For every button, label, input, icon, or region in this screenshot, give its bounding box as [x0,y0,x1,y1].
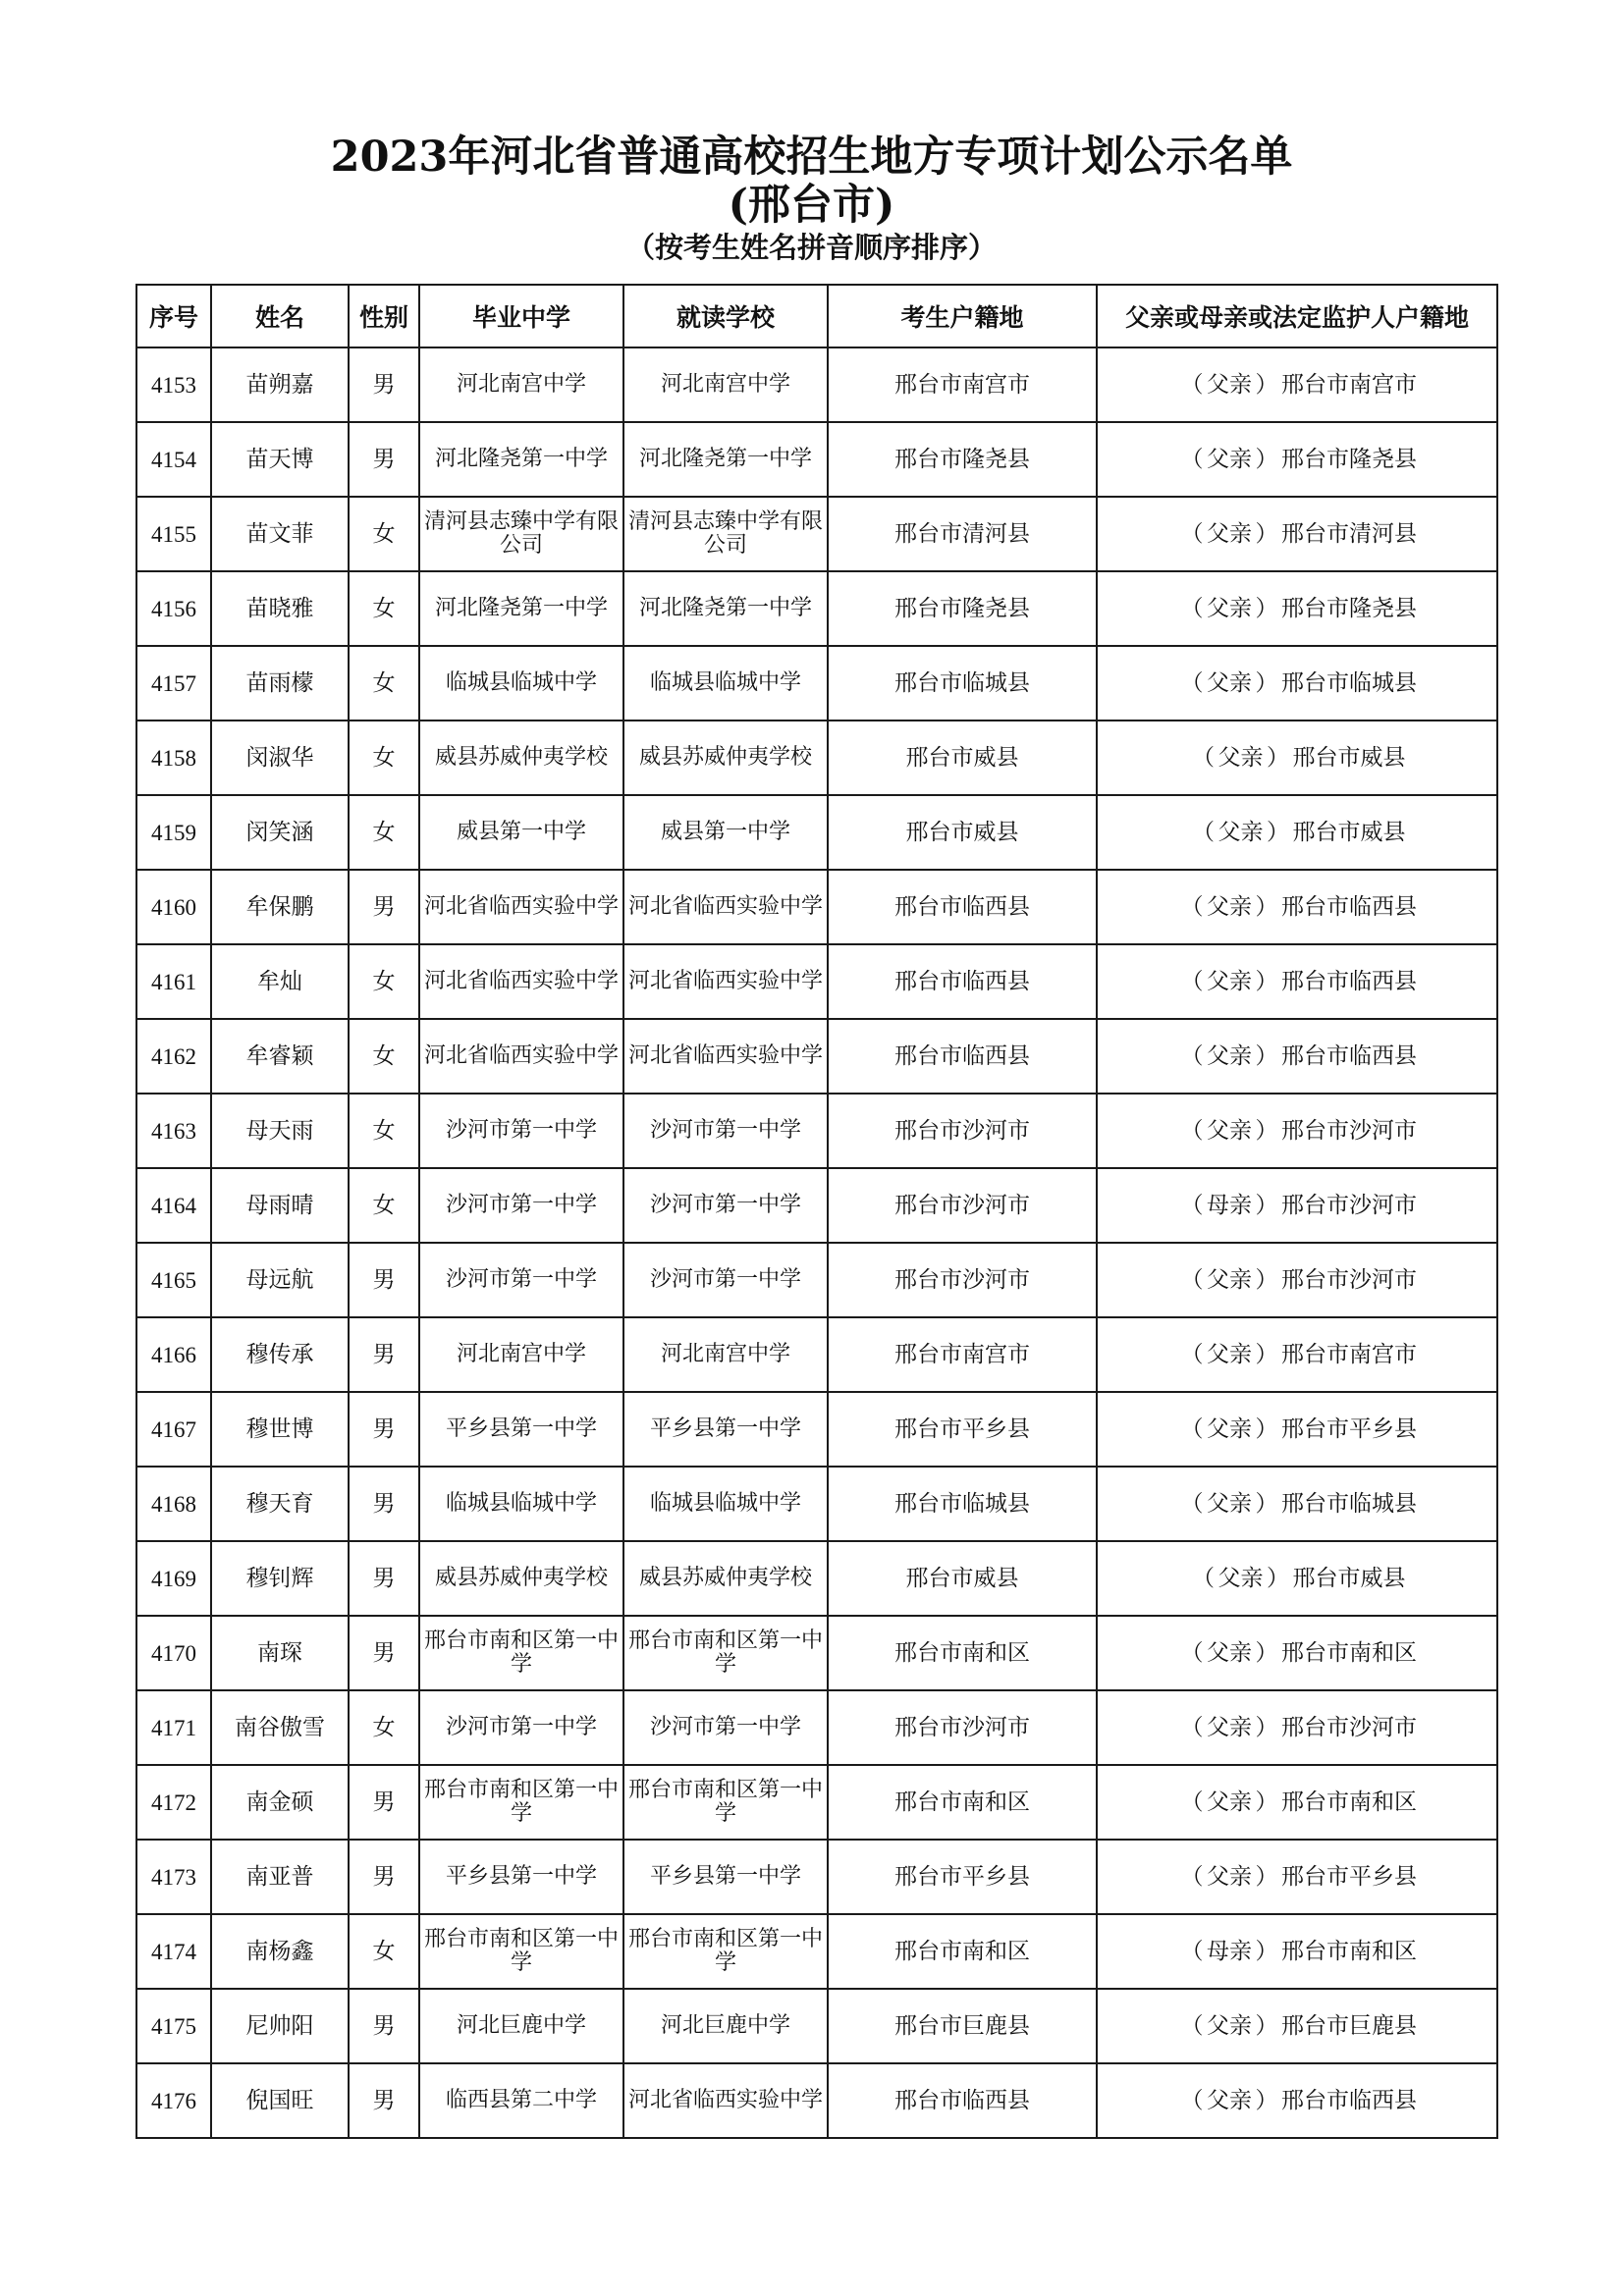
cell-name: 母雨晴 [211,1168,349,1243]
cell-name: 南亚普 [211,1840,349,1914]
cell-household: 邢台市威县 [828,1541,1097,1616]
cell-id: 4161 [136,944,211,1019]
cell-id: 4174 [136,1914,211,1989]
cell-name: 南杨鑫 [211,1914,349,1989]
cell-gender: 女 [349,646,419,721]
roster-body [136,347,1497,2138]
cell-current-school: 威县第一中学 [623,795,828,870]
guardian-relation: 父亲 [1207,520,1252,547]
roster-table [135,284,1498,2139]
cell-household: 邢台市沙河市 [828,1168,1097,1243]
cell-name: 南谷傲雪 [211,1690,349,1765]
guardian-household: 邢台市威县 [1292,744,1406,771]
guardian-relation: 母亲 [1207,1938,1252,1964]
cell-household: 邢台市南宫市 [828,1317,1097,1392]
cell-id: 4166 [136,1317,211,1392]
cell-name: 苗晓雅 [211,571,349,646]
cell-grad-school: 威县苏威仲夷学校 [419,721,623,795]
cell-name: 穆钊辉 [211,1541,349,1616]
guardian-relation: 父亲 [1207,1863,1252,1890]
cell-name: 尼帅阳 [211,1989,349,2063]
cell-id: 4163 [136,1094,211,1168]
cell-guardian-household: （ 父亲 ） 邢台市巨鹿县 [1097,1989,1497,2063]
cell-grad-school: 沙河市第一中学 [419,1168,623,1243]
cell-id: 4154 [136,422,211,497]
cell-id: 4157 [136,646,211,721]
cell-household: 邢台市沙河市 [828,1690,1097,1765]
cell-id: 4156 [136,571,211,646]
cell-grad-school: 邢台市南和区第一中学 [419,1914,623,1989]
table-row [136,1467,1497,1541]
guardian-household: 邢台市南和区 [1281,1639,1417,1666]
cell-household: 邢台市威县 [828,795,1097,870]
document-subtitle: (邢台市) [728,181,895,230]
guardian-relation: 父亲 [1207,446,1252,472]
cell-guardian-household: （ 父亲 ） 邢台市临西县 [1097,2063,1497,2138]
cell-guardian-household: （ 父亲 ） 邢台市临西县 [1097,944,1497,1019]
guardian-household: 邢台市临西县 [1281,968,1417,994]
table-row [136,1914,1497,1989]
cell-id: 4160 [136,870,211,944]
table-row [136,944,1497,1019]
cell-grad-school: 河北南宫中学 [419,1317,623,1392]
guardian-relation: 父亲 [1207,1266,1252,1293]
cell-current-school: 威县苏威仲夷学校 [623,1541,828,1616]
cell-current-school: 河北南宫中学 [623,347,828,422]
header-row [136,285,1497,347]
table-row [136,1616,1497,1690]
cell-grad-school: 河北省临西实验中学 [419,1019,623,1094]
cell-name: 穆天育 [211,1467,349,1541]
table-row [136,870,1497,944]
guardian-relation: 父亲 [1217,744,1264,771]
cell-guardian-household: （ 父亲 ） 邢台市临城县 [1097,646,1497,721]
cell-grad-school: 邢台市南和区第一中学 [419,1765,623,1840]
cell-household: 邢台市隆尧县 [828,571,1097,646]
cell-gender: 女 [349,721,419,795]
cell-guardian-household: （ 父亲 ） 邢台市南和区 [1097,1765,1497,1840]
cell-household: 邢台市临西县 [828,870,1097,944]
cell-id: 4168 [136,1467,211,1541]
table-row [136,571,1497,646]
cell-gender: 男 [349,2063,419,2138]
cell-gender: 男 [349,1243,419,1317]
cell-household: 邢台市威县 [828,721,1097,795]
cell-current-school: 河北南宫中学 [623,1317,828,1392]
guardian-relation: 父亲 [1207,968,1252,994]
cell-gender: 男 [349,422,419,497]
cell-gender: 女 [349,944,419,1019]
header-name: 姓名 [211,285,349,347]
cell-id: 4176 [136,2063,211,2138]
cell-grad-school: 河北隆尧第一中学 [419,422,623,497]
cell-id: 4170 [136,1616,211,1690]
guardian-household: 邢台市沙河市 [1281,1266,1417,1293]
table-row [136,1690,1497,1765]
guardian-relation: 父亲 [1217,819,1264,845]
cell-guardian-household: （ 母亲 ） 邢台市南和区 [1097,1914,1497,1989]
cell-name: 穆传承 [211,1317,349,1392]
cell-grad-school: 临城县临城中学 [419,646,623,721]
cell-household: 邢台市南和区 [828,1616,1097,1690]
cell-name: 南琛 [211,1616,349,1690]
cell-household: 邢台市巨鹿县 [828,1989,1097,2063]
guardian-relation: 父亲 [1207,1789,1252,1815]
cell-id: 4165 [136,1243,211,1317]
cell-gender: 女 [349,497,419,571]
table-row [136,721,1497,795]
cell-gender: 女 [349,1690,419,1765]
guardian-household: 邢台市清河县 [1281,520,1417,547]
sort-note: （按考生姓名拼音顺序排序） [625,231,997,264]
guardian-relation: 母亲 [1207,1192,1252,1218]
cell-guardian-household: （ 父亲 ） 邢台市平乡县 [1097,1840,1497,1914]
cell-id: 4171 [136,1690,211,1765]
document-title: 2023年河北省普通高校招生地方专项计划公示名单 [330,133,1293,182]
cell-guardian-household: （ 父亲 ） 邢台市威县 [1097,1541,1497,1616]
cell-grad-school: 河北巨鹿中学 [419,1989,623,2063]
cell-gender: 男 [349,347,419,422]
cell-grad-school: 河北南宫中学 [419,347,623,422]
guardian-relation: 父亲 [1207,1714,1252,1740]
cell-id: 4169 [136,1541,211,1616]
cell-grad-school: 沙河市第一中学 [419,1243,623,1317]
cell-id: 4175 [136,1989,211,2063]
cell-gender: 男 [349,1317,419,1392]
table-row [136,1765,1497,1840]
cell-id: 4167 [136,1392,211,1467]
cell-household: 邢台市南和区 [828,1914,1097,1989]
cell-guardian-household: （ 父亲 ） 邢台市平乡县 [1097,1392,1497,1467]
guardian-household: 邢台市南宫市 [1281,371,1417,398]
cell-gender: 男 [349,1616,419,1690]
guardian-relation: 父亲 [1207,595,1252,621]
guardian-household: 邢台市临城县 [1281,669,1417,696]
cell-id: 4159 [136,795,211,870]
cell-grad-school: 河北省临西实验中学 [419,870,623,944]
header-grad-school: 毕业中学 [419,285,623,347]
cell-current-school: 沙河市第一中学 [623,1690,828,1765]
cell-guardian-household: （ 父亲 ） 邢台市沙河市 [1097,1094,1497,1168]
cell-current-school: 临城县临城中学 [623,1467,828,1541]
guardian-household: 邢台市临西县 [1281,893,1417,920]
cell-name: 苗雨檬 [211,646,349,721]
cell-household: 邢台市南和区 [828,1765,1097,1840]
guardian-household: 邢台市巨鹿县 [1281,2012,1417,2039]
guardian-relation: 父亲 [1207,2012,1252,2039]
cell-guardian-household: （ 父亲 ） 邢台市南和区 [1097,1616,1497,1690]
cell-gender: 女 [349,1168,419,1243]
cell-gender: 男 [349,870,419,944]
table-row [136,1168,1497,1243]
cell-grad-school: 河北省临西实验中学 [419,944,623,1019]
guardian-household: 邢台市临西县 [1281,1042,1417,1069]
guardian-household: 邢台市沙河市 [1281,1714,1417,1740]
cell-current-school: 河北省临西实验中学 [623,944,828,1019]
cell-grad-school: 平乡县第一中学 [419,1392,623,1467]
cell-id: 4155 [136,497,211,571]
guardian-household: 邢台市沙河市 [1281,1117,1417,1144]
guardian-relation: 父亲 [1207,2087,1252,2113]
cell-guardian-household: （ 父亲 ） 邢台市临城县 [1097,1467,1497,1541]
cell-id: 4164 [136,1168,211,1243]
table-row [136,422,1497,497]
cell-guardian-household: （ 父亲 ） 邢台市威县 [1097,795,1497,870]
cell-current-school: 河北省临西实验中学 [623,1019,828,1094]
guardian-relation: 父亲 [1217,1565,1264,1591]
cell-guardian-household: （ 父亲 ） 邢台市南宫市 [1097,1317,1497,1392]
cell-household: 邢台市平乡县 [828,1840,1097,1914]
cell-grad-school: 沙河市第一中学 [419,1094,623,1168]
cell-guardian-household: （ 父亲 ） 邢台市沙河市 [1097,1690,1497,1765]
header-current-school: 就读学校 [623,285,828,347]
cell-household: 邢台市隆尧县 [828,422,1097,497]
cell-grad-school: 清河县志臻中学有限公司 [419,497,623,571]
cell-name: 闵淑华 [211,721,349,795]
cell-name: 母天雨 [211,1094,349,1168]
cell-id: 4162 [136,1019,211,1094]
cell-current-school: 沙河市第一中学 [623,1168,828,1243]
cell-current-school: 沙河市第一中学 [623,1094,828,1168]
cell-id: 4172 [136,1765,211,1840]
cell-current-school: 河北巨鹿中学 [623,1989,828,2063]
cell-household: 邢台市南宫市 [828,347,1097,422]
guardian-relation: 父亲 [1207,1415,1252,1442]
cell-gender: 女 [349,1094,419,1168]
table-row [136,1989,1497,2063]
cell-household: 邢台市沙河市 [828,1094,1097,1168]
cell-id: 4173 [136,1840,211,1914]
guardian-relation: 父亲 [1207,371,1252,398]
cell-current-school: 河北省临西实验中学 [623,870,828,944]
cell-name: 牟灿 [211,944,349,1019]
cell-gender: 女 [349,795,419,870]
cell-current-school: 河北隆尧第一中学 [623,571,828,646]
cell-current-school: 临城县临城中学 [623,646,828,721]
table-row [136,1840,1497,1914]
cell-name: 母远航 [211,1243,349,1317]
cell-gender: 女 [349,1914,419,1989]
cell-household: 邢台市沙河市 [828,1243,1097,1317]
guardian-household: 邢台市南宫市 [1281,1341,1417,1367]
cell-household: 邢台市临西县 [828,944,1097,1019]
table-row [136,497,1497,571]
guardian-household: 邢台市南和区 [1281,1789,1417,1815]
cell-current-school: 平乡县第一中学 [623,1840,828,1914]
cell-guardian-household: （ 父亲 ） 邢台市隆尧县 [1097,422,1497,497]
cell-guardian-household: （ 母亲 ） 邢台市沙河市 [1097,1168,1497,1243]
cell-guardian-household: （ 父亲 ） 邢台市沙河市 [1097,1243,1497,1317]
cell-grad-school: 沙河市第一中学 [419,1690,623,1765]
table-row [136,1541,1497,1616]
cell-guardian-household: （ 父亲 ） 邢台市临西县 [1097,870,1497,944]
header-guardian-household: 父亲或母亲或法定监护人户籍地 [1097,285,1497,347]
cell-grad-school: 临城县临城中学 [419,1467,623,1541]
cell-guardian-household: （ 父亲 ） 邢台市临西县 [1097,1019,1497,1094]
header-gender: 性别 [349,285,419,347]
cell-name: 倪国旺 [211,2063,349,2138]
guardian-relation: 父亲 [1207,893,1252,920]
guardian-household: 邢台市平乡县 [1281,1415,1417,1442]
cell-household: 邢台市临城县 [828,646,1097,721]
guardian-household: 邢台市威县 [1292,819,1406,845]
table-row [136,795,1497,870]
cell-guardian-household: （ 父亲 ） 邢台市威县 [1097,721,1497,795]
cell-grad-school: 临西县第二中学 [419,2063,623,2138]
cell-grad-school: 邢台市南和区第一中学 [419,1616,623,1690]
cell-grad-school: 威县苏威仲夷学校 [419,1541,623,1616]
cell-guardian-household: （ 父亲 ） 邢台市隆尧县 [1097,571,1497,646]
guardian-household: 邢台市临城县 [1281,1490,1417,1517]
guardian-household: 邢台市南和区 [1281,1938,1417,1964]
table-row [136,1094,1497,1168]
cell-gender: 男 [349,1467,419,1541]
cell-name: 苗朔嘉 [211,347,349,422]
cell-name: 南金硕 [211,1765,349,1840]
cell-current-school: 邢台市南和区第一中学 [623,1616,828,1690]
cell-gender: 男 [349,1765,419,1840]
cell-name: 苗天博 [211,422,349,497]
cell-id: 4158 [136,721,211,795]
guardian-relation: 父亲 [1207,669,1252,696]
cell-current-school: 清河县志臻中学有限公司 [623,497,828,571]
cell-current-school: 沙河市第一中学 [623,1243,828,1317]
cell-gender: 男 [349,1989,419,2063]
table-row [136,1019,1497,1094]
guardian-household: 邢台市隆尧县 [1281,446,1417,472]
guardian-household: 邢台市隆尧县 [1281,595,1417,621]
guardian-household: 邢台市沙河市 [1281,1192,1417,1218]
cell-guardian-household: （ 父亲 ） 邢台市清河县 [1097,497,1497,571]
cell-name: 苗文菲 [211,497,349,571]
cell-grad-school: 河北隆尧第一中学 [419,571,623,646]
table-row [136,1392,1497,1467]
guardian-relation: 父亲 [1207,1341,1252,1367]
guardian-relation: 父亲 [1207,1117,1252,1144]
cell-current-school: 邢台市南和区第一中学 [623,1914,828,1989]
cell-name: 牟保鹏 [211,870,349,944]
cell-current-school: 威县苏威仲夷学校 [623,721,828,795]
cell-guardian-household: （ 父亲 ） 邢台市南宫市 [1097,347,1497,422]
table-row [136,646,1497,721]
guardian-relation: 父亲 [1207,1042,1252,1069]
guardian-household: 邢台市威县 [1292,1565,1406,1591]
cell-gender: 男 [349,1840,419,1914]
cell-id: 4153 [136,347,211,422]
guardian-relation: 父亲 [1207,1490,1252,1517]
cell-gender: 女 [349,571,419,646]
cell-current-school: 河北省临西实验中学 [623,2063,828,2138]
table-row [136,347,1497,422]
table-row [136,1243,1497,1317]
cell-name: 闵笑涵 [211,795,349,870]
cell-household: 邢台市临西县 [828,1019,1097,1094]
cell-current-school: 河北隆尧第一中学 [623,422,828,497]
cell-gender: 男 [349,1541,419,1616]
cell-name: 穆世博 [211,1392,349,1467]
header-id: 序号 [136,285,211,347]
cell-grad-school: 平乡县第一中学 [419,1840,623,1914]
table-row [136,2063,1497,2138]
header-household: 考生户籍地 [828,285,1097,347]
table-row [136,1317,1497,1392]
guardian-relation: 父亲 [1207,1639,1252,1666]
cell-current-school: 邢台市南和区第一中学 [623,1765,828,1840]
cell-household: 邢台市清河县 [828,497,1097,571]
guardian-household: 邢台市临西县 [1281,2087,1417,2113]
cell-grad-school: 威县第一中学 [419,795,623,870]
cell-household: 邢台市平乡县 [828,1392,1097,1467]
cell-household: 邢台市临西县 [828,2063,1097,2138]
cell-current-school: 平乡县第一中学 [623,1392,828,1467]
cell-gender: 女 [349,1019,419,1094]
cell-gender: 男 [349,1392,419,1467]
guardian-household: 邢台市平乡县 [1281,1863,1417,1890]
cell-name: 牟睿颖 [211,1019,349,1094]
cell-household: 邢台市临城县 [828,1467,1097,1541]
